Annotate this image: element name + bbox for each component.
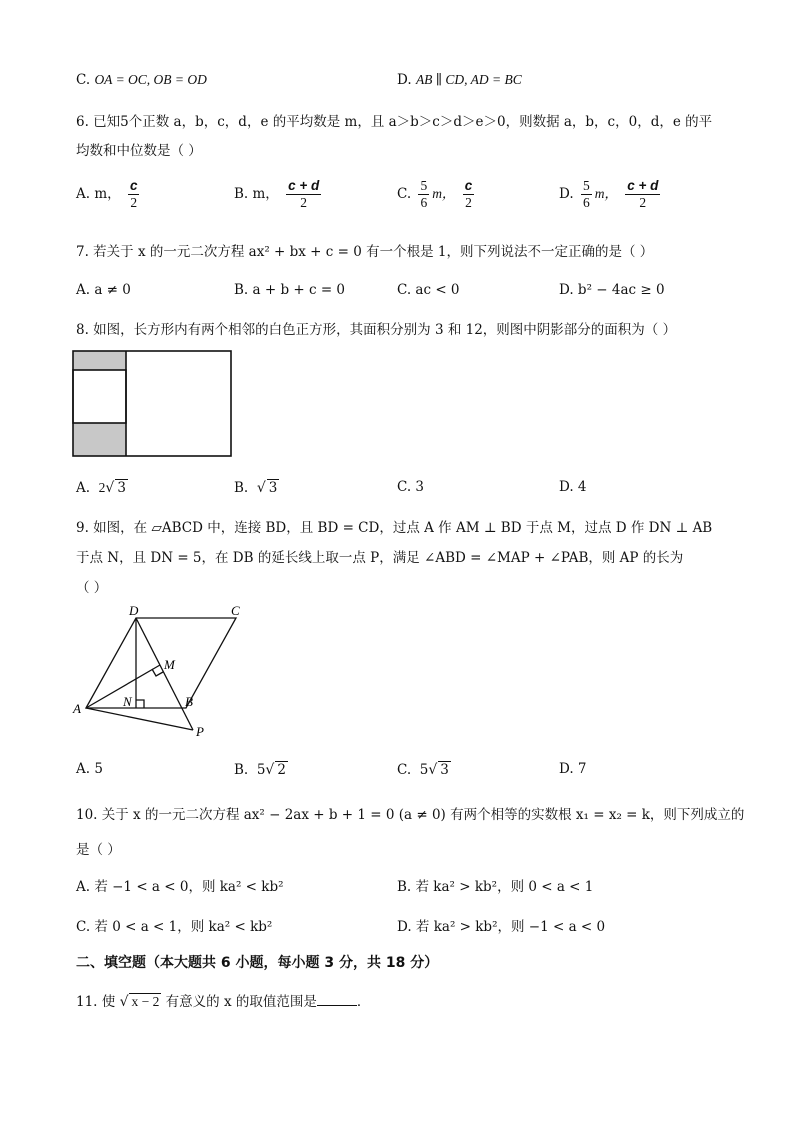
q6-option-c: C. $\frac{5}{6}$ m， $\frac{c}{2}$	[397, 178, 473, 210]
shaded-region-top	[73, 351, 126, 370]
q9-option-d: D. 7	[559, 761, 587, 777]
label-d: D	[129, 603, 139, 618]
q9-option-b: B. 5√ 2	[234, 762, 286, 778]
small-square	[73, 370, 126, 423]
label-p: P	[196, 724, 204, 739]
q8-stem: 8. 如图，长方形内有两个相邻的白色正方形，其面积分别为 3 和 12，则图中阴影部分的面积为（ ）	[76, 322, 677, 338]
label-a: A	[73, 701, 81, 716]
q10-option-c: C. 若 0 < a < 1，则 ka² < kb²	[76, 919, 273, 935]
q9-parallelogram-figure	[68, 603, 248, 743]
q8-option-a: A. 2√ 3	[76, 480, 126, 496]
right-angle-m	[152, 669, 163, 676]
label-n: N	[123, 694, 132, 709]
q9-option-a: A. 5	[76, 761, 103, 777]
q6-option-a: A. m， $\frac{c}{2}$	[76, 178, 138, 210]
label-c: C	[231, 603, 240, 618]
q10-option-d: D. 若 ka² > kb²，则 −1 < a < 0	[397, 919, 606, 935]
segment-ap	[86, 708, 193, 730]
q6-option-b: B. m， $\frac{c + d}{2}$	[234, 178, 320, 210]
q5-option-d: D. AB ∥ CD, AD = BC	[397, 72, 522, 88]
q10-option-b: B. 若 ka² > kb²，则 0 < a < 1	[397, 879, 594, 895]
q7-option-b: B. a + b + c = 0	[234, 282, 346, 298]
q10-stem-line2: 是（ ）	[76, 842, 121, 858]
q8-option-b: B. √ 3	[234, 480, 278, 496]
q9-option-c: C. 5√ 3	[397, 762, 449, 778]
right-angle-n	[136, 700, 144, 708]
q7-option-c: C. ac < 0	[397, 282, 460, 298]
q7-option-d: D. b² − 4ac ≥ 0	[559, 282, 665, 298]
label-b: B	[185, 694, 193, 709]
q9-stem-line1: 9. 如图，在 ▱ABCD 中，连接 BD，且 BD = CD，过点 A 作 AM ⊥ BD 于点 M，过点 D 作 DN ⊥ AB	[76, 520, 713, 536]
q5-option-c: C. OA = OC, OB = OD	[76, 72, 207, 88]
q9-stem-line2: 于点 N，且 DN = 5，在 DB 的延长线上取一点 P，满足 ∠ABD = ∠MAP + ∠PAB，则 AP 的长为	[76, 550, 684, 566]
q11-stem: 11. 使 √ x − 2 有意义的 x 的取值范围是 ．	[76, 994, 371, 1010]
q9-stem-line3: （ ）	[76, 580, 108, 596]
q8-option-d: D. 4	[559, 479, 587, 495]
q10-stem-line1: 10. 关于 x 的一元二次方程 ax² − 2ax + b + 1 = 0 (a ≠ 0) 有两个相等的实数根 x₁ = x₂ = k，则下列成立的	[76, 807, 745, 823]
label-m: M	[164, 657, 175, 672]
q11-prefix: 11. 使	[76, 994, 116, 1010]
q7-option-a: A. a ≠ 0	[76, 282, 131, 298]
q6-stem-line2: 均数和中位数是（ ）	[76, 143, 202, 159]
q8-option-c: C. 3	[397, 479, 425, 495]
q8-rectangle-figure	[72, 350, 234, 458]
q11-radicand: x − 2	[131, 994, 160, 1009]
q11-suffix: 有意义的 x 的取值范围是	[165, 994, 317, 1010]
q6-option-d: D. $\frac{5}{6}$ m， $\frac{c + d}{2}$	[559, 178, 659, 210]
q7-stem: 7. 若关于 x 的一元二次方程 ax² + bx + c = 0 有一个根是 1，则下列说法不一定正确的是（ ）	[76, 244, 654, 260]
q10-option-a: A. 若 −1 < a < 0，则 ka² < kb²	[76, 879, 284, 895]
shaded-region-bottom	[73, 423, 126, 456]
section-fill-in-title: 二、填空题（本大题共 6 小题，每小题 3 分，共 18 分）	[76, 955, 439, 971]
q11-answer-blank[interactable]	[317, 1005, 357, 1006]
q6-stem-line1: 6. 已知5个正数 a，b，c，d，e 的平均数是 m，且 a＞b＞c＞d＞e＞0，则数据 a，b，c，0，d，e 的平	[76, 114, 713, 130]
